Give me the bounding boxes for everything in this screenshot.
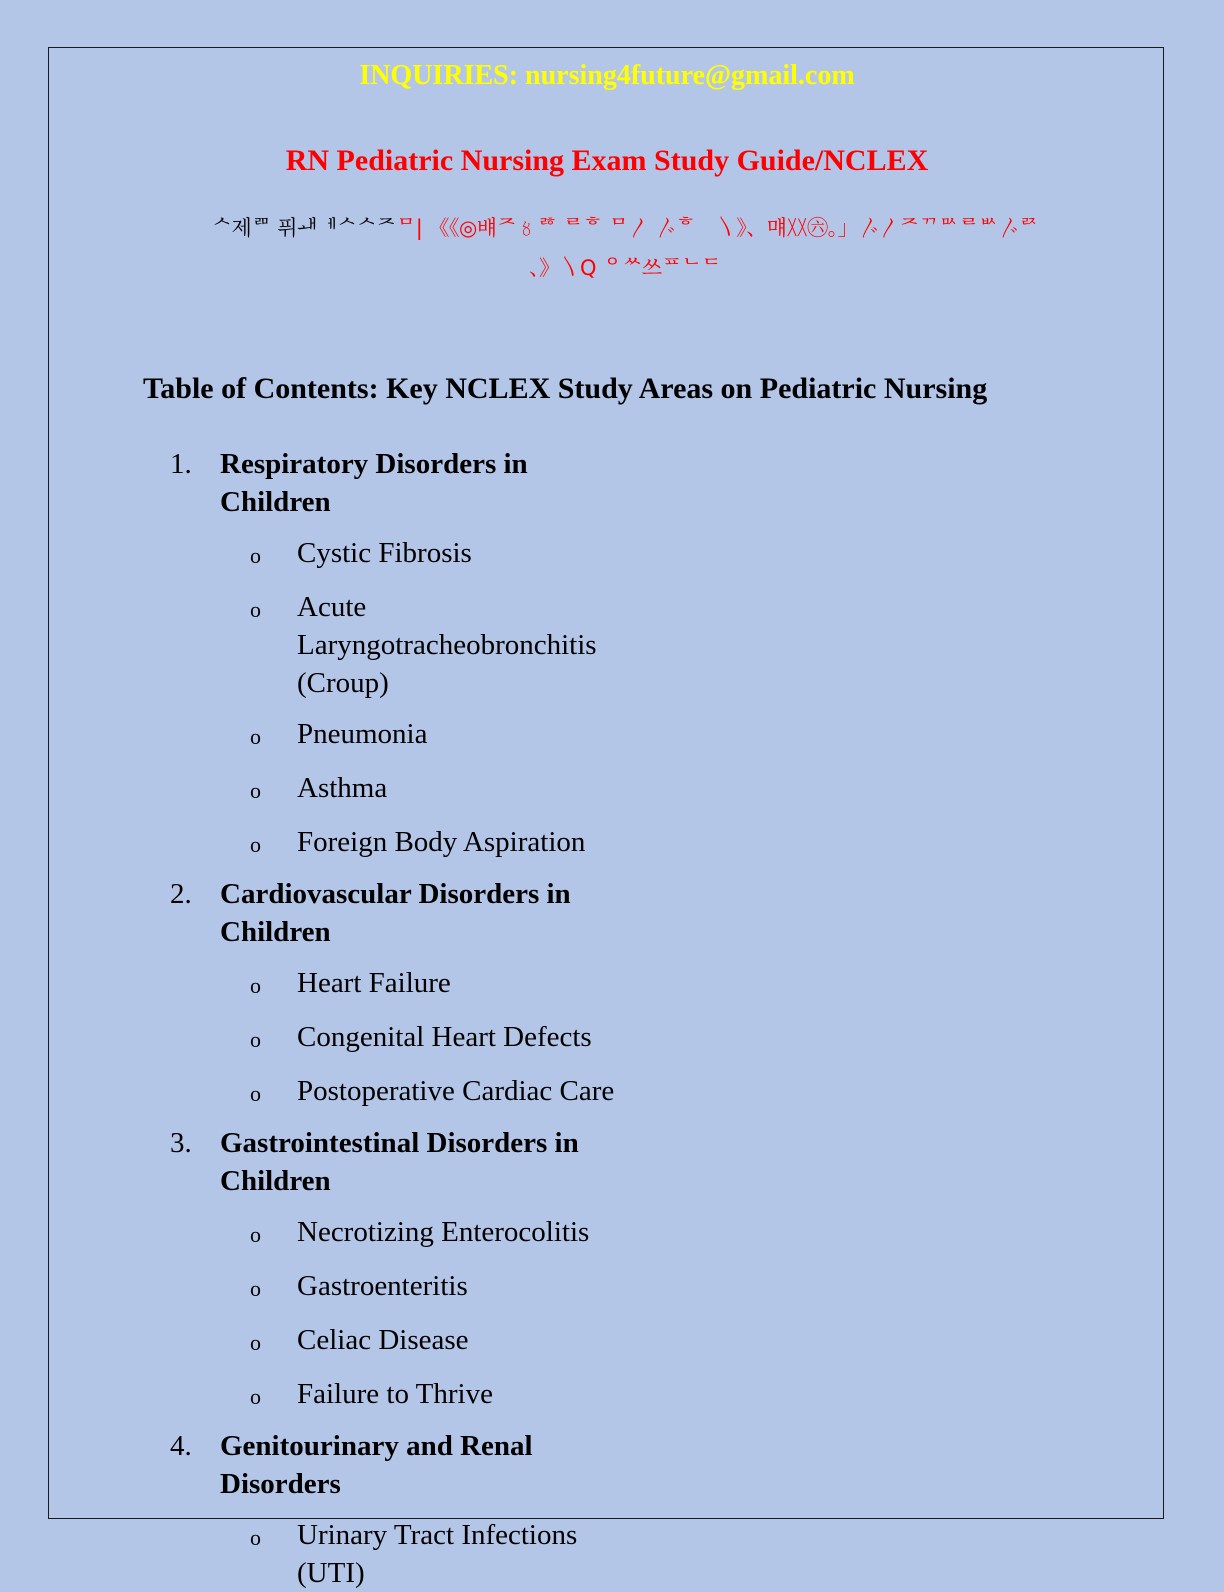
toc-item [250, 534, 670, 575]
toc-item-label: Necrotizing Enterocolitis [297, 1216, 590, 1248]
toc-heading: Table of Contents: Key NCLEX Study Areas on Pediatric Nursing [143, 372, 988, 405]
bullet-glyph: o [250, 1525, 261, 1550]
bullet-glyph: o [250, 778, 261, 803]
toc-item-label: Gastroenteritis [297, 1270, 468, 1302]
section-number: 1. [170, 448, 192, 480]
toc-item [250, 1213, 670, 1254]
garbled-text-dark: ᄉ제ᄅᄆ 퓌ᅫᅦᄉᄉᄌ [211, 216, 396, 240]
bullet-glyph: o [250, 1384, 261, 1409]
table-of-contents [170, 446, 670, 1592]
toc-item-label: Congenital Heart Defects [297, 1021, 592, 1053]
section-title: Genitourinary and Renal Disorders [220, 1430, 533, 1500]
toc-section [170, 1428, 670, 1503]
section-number: 2. [170, 878, 192, 910]
toc-item [250, 964, 670, 1005]
bullet-glyph: o [250, 1222, 261, 1247]
toc-item-label: Asthma [297, 772, 388, 804]
section-number: 3. [170, 1127, 192, 1159]
toc-item-label: Postoperative Cardiac Care [297, 1075, 615, 1107]
section-title: Respiratory Disorders in Children [220, 448, 528, 518]
toc-item [250, 769, 670, 810]
bullet-glyph: o [250, 1330, 261, 1355]
section-number: 4. [170, 1430, 192, 1462]
toc-item-label: Urinary Tract Infections (UTI) [297, 1519, 578, 1589]
bullet-glyph: o [250, 1081, 261, 1106]
toc-item [250, 823, 670, 864]
toc-item-label: Pneumonia [297, 718, 428, 750]
toc-item-label: Cystic Fibrosis [297, 537, 472, 569]
bullet-glyph: o [250, 1276, 261, 1301]
study-guide-title: RN Pediatric Nursing Exam Study Guide/NCLEX [285, 144, 929, 177]
section-title: Cardiovascular Disorders in Children [220, 878, 571, 948]
bullet-glyph: o [250, 724, 261, 749]
bullet-glyph: o [250, 973, 261, 998]
toc-item-label: Failure to Thrive [297, 1378, 493, 1410]
toc-item-label: Heart Failure [297, 967, 451, 999]
section-title: Gastrointestinal Disorders in Children [220, 1127, 579, 1197]
garbled-text-red: ᄆ| 《《◎뱨ᄌ〥ᄚ ᄅᄒ ᄆ〳 〴ᄒ 〵》、먜〷㊅。」〴〳ᄌᄁᄆᄉᄅᄡ〴ᄅᄌ [395, 216, 1039, 240]
toc-section [170, 446, 670, 521]
toc-item [250, 1516, 670, 1592]
bullet-glyph: o [250, 832, 261, 857]
bullet-glyph: o [250, 597, 261, 622]
toc-section [170, 876, 670, 951]
inquiries-line: INQUIRIES: nursing4future@gmail.com [359, 60, 855, 91]
garbled-text-line-2: 、》〵Q ᄋᄊ쓰ᄑᄂᄃ [529, 256, 721, 280]
toc-item [250, 1072, 670, 1113]
toc-section [170, 1125, 670, 1200]
toc-item [250, 1018, 670, 1059]
toc-item [250, 1267, 670, 1308]
toc-item [250, 1321, 670, 1362]
toc-item-label: Acute Laryngotracheobronchitis (Croup) [297, 591, 597, 699]
bullet-glyph: o [250, 1027, 261, 1052]
garbled-text-line-1 [0, 212, 1224, 242]
toc-item [250, 588, 670, 702]
toc-item-label: Celiac Disease [297, 1324, 469, 1356]
toc-item [250, 1375, 670, 1416]
bullet-glyph: o [250, 543, 261, 568]
toc-item-label: Foreign Body Aspiration [297, 826, 586, 858]
toc-item [250, 715, 670, 756]
